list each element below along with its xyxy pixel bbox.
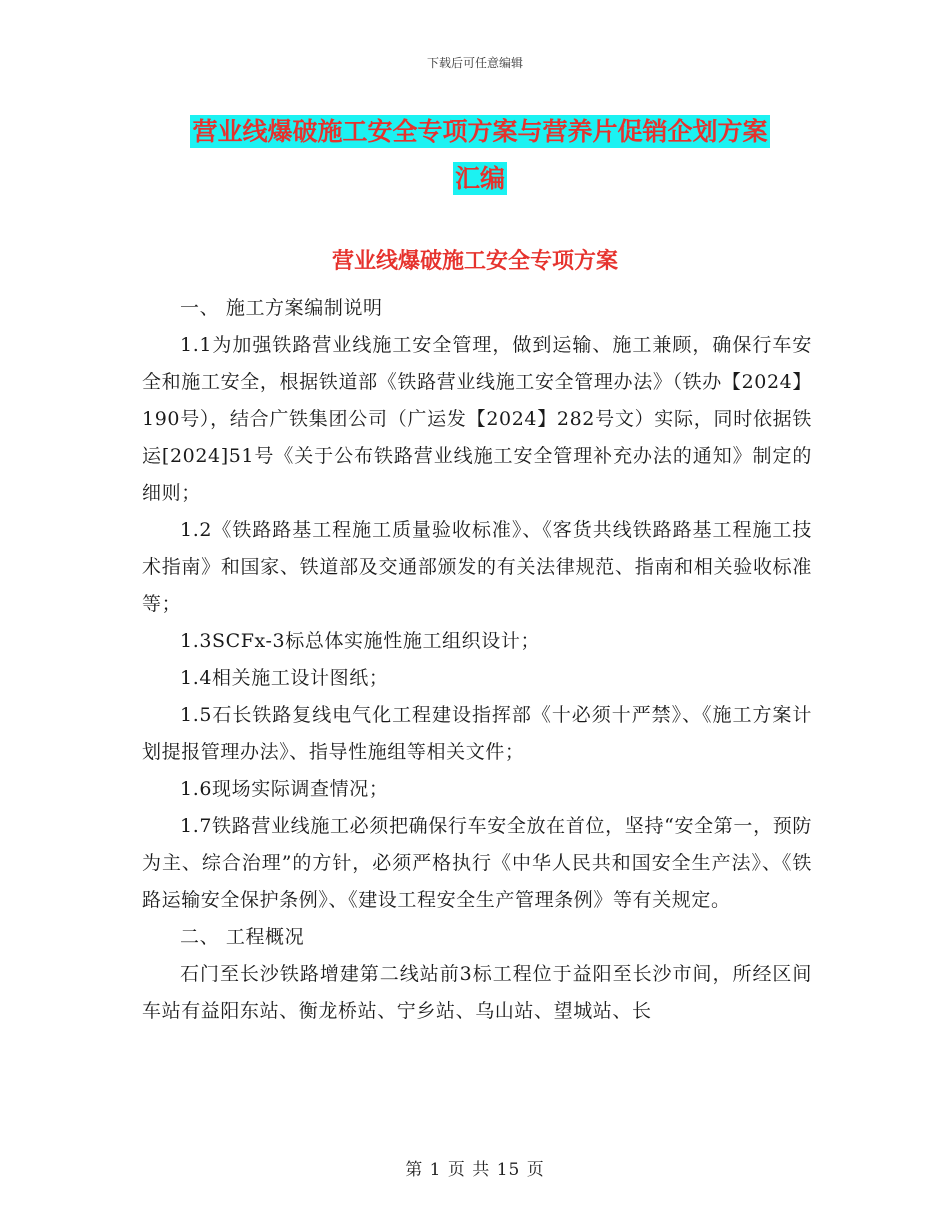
paragraph: 1.3SCFx-3标总体实施性施工组织设计； — [180, 630, 541, 652]
paragraph: 1.2《铁路路基工程施工质量验收标准》、《客货共线铁路路基工程施工技术指南》和国家、铁道部及交通部颁发的有关法律规范、指南和相关验收标准等； — [142, 519, 812, 615]
title-line-1: 营业线爆破施工安全专项方案与营养片促销企划方案 — [192, 117, 768, 146]
paragraph: 石门至长沙铁路增建第二线站前3标工程位于益阳至长沙市间，所经区间车站有益阳东站、衡龙桥站、宁乡站、乌山站、望城站、长 — [142, 963, 812, 1022]
paragraph: 1.5石长铁路复线电气化工程建设指挥部《十必须十严禁》、《施工方案计划提报管理办法》、指导性施组等相关文件； — [142, 704, 812, 763]
paragraph: 1.7铁路营业线施工必须把确保行车安全放在首位，坚持“安全第一，预防为主、综合治理”的方针，必须严格执行《中华人民共和国安全生产法》、《铁路运输安全保护条例》、《建设工程安全生产管理条例》等有关规定。 — [142, 815, 812, 911]
header-note: 下载后可任意编辑 — [426, 56, 523, 70]
paragraph: 1.1为加强铁路营业线施工安全管理，做到运输、施工兼顾，确保行车安全和施工安全，根据铁道部《铁路营业线施工安全管理办法》（铁办【2024】190号），结合广铁集团公司（广运发【2024】282号文）实际，同时依据铁运[2024]51号《关于公布铁路营业线施工安全管理补充办法的通知》制定的细则； — [142, 334, 812, 504]
title-line-2: 汇编 — [454, 164, 505, 193]
body-text — [142, 290, 812, 1030]
section-title: 营业线爆破施工安全专项方案 — [331, 248, 618, 274]
section-heading: 二、 工程概况 — [180, 926, 305, 948]
page-footer: 第 1 页 共 15 页 — [405, 1160, 545, 1180]
document-title — [140, 108, 820, 202]
paragraph: 1.4相关施工设计图纸； — [180, 667, 389, 689]
section-heading: 一、 施工方案编制说明 — [180, 297, 383, 319]
paragraph: 1.6现场实际调查情况； — [180, 778, 389, 800]
